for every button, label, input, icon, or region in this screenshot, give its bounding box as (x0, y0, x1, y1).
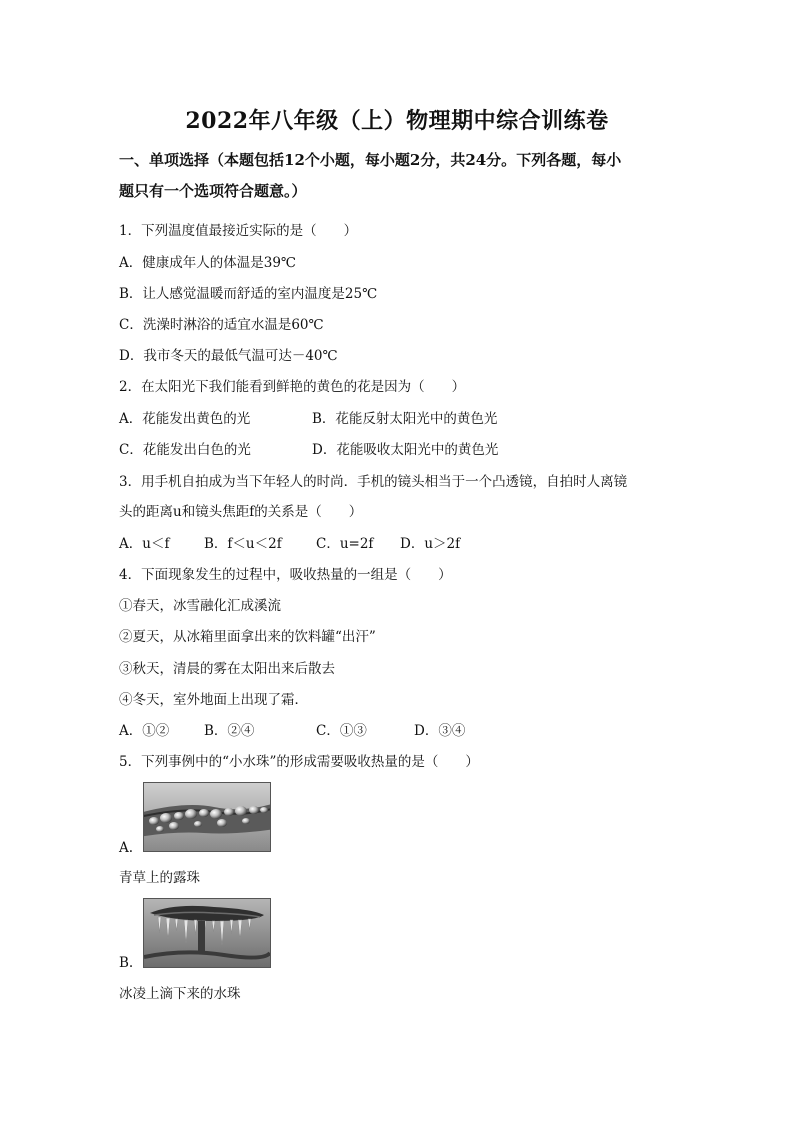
question-3-option-a: A．u＜f (119, 536, 170, 552)
question-4-option-c: C．①③ (316, 723, 367, 739)
section-heading-line-2: 题只有一个选项符合题意。） (119, 182, 307, 200)
question-5-option-b-letter: B. (119, 955, 134, 971)
question-2-option-d: D．花能吸收太阳光中的黄色光 (312, 442, 499, 458)
question-3-stem-line-1: 3．用手机自拍成为当下年轻人的时尚．手机的镜头相当于一个凸透镜，自拍时人离镜 (119, 474, 628, 490)
question-1-stem: 1．下列温度值最接近实际的是（ ） (119, 223, 358, 239)
question-2-option-b: B．花能反射太阳光中的黄色光 (312, 411, 498, 427)
question-5-option-a-letter: A. (119, 840, 134, 856)
question-5-option-a-caption: 青草上的露珠 (119, 870, 200, 886)
question-4-item-2: ②夏天，从冰箱里面拿出来的饮料罐“出汗” (119, 629, 376, 645)
question-1-option-a: A．健康成年人的体温是39℃ (119, 255, 297, 271)
question-3-option-b: B．f＜u＜2f (204, 536, 282, 552)
icicle-image (144, 899, 270, 967)
question-3-stem-line-2: 头的距离u和镜头焦距f的关系是（ ） (119, 504, 363, 520)
dew-drops-image (144, 783, 270, 851)
question-4-option-a: A．①② (119, 723, 170, 739)
exam-title: 2022年八年级（上）物理期中综合训练卷 (185, 108, 609, 134)
question-4-option-d: D．③④ (414, 723, 466, 739)
dew-drops-photo (143, 782, 271, 852)
question-4-item-3: ③秋天，清晨的雾在太阳出来后散去 (119, 661, 335, 677)
question-5-stem: 5．下列事例中的“小水珠”的形成需要吸收热量的是（ ） (119, 754, 479, 770)
icicle-water-drops-photo (143, 898, 271, 968)
section-heading (119, 145, 679, 207)
question-1-option-d: D．我市冬天的最低气温可达－40℃ (119, 348, 338, 364)
question-1-option-b: B．让人感觉温暖而舒适的室内温度是25℃ (119, 286, 378, 302)
question-2-option-a: A．花能发出黄色的光 (119, 411, 251, 427)
question-5-option-b-caption: 冰凌上滴下来的水珠 (119, 986, 241, 1002)
question-2-stem: 2．在太阳光下我们能看到鲜艳的黄色的花是因为（ ） (119, 379, 466, 395)
question-3-option-d: D．u＞2f (400, 536, 461, 552)
question-2-option-c: C．花能发出白色的光 (119, 442, 251, 458)
question-4-item-4: ④冬天，室外地面上出现了霜． (119, 692, 308, 708)
question-4-item-1: ①春天，冰雪融化汇成溪流 (119, 598, 281, 614)
question-3-option-c: C．u=2f (316, 536, 374, 552)
question-4-option-b: B．②④ (204, 723, 255, 739)
question-4-stem: 4．下面现象发生的过程中，吸收热量的一组是（ ） (119, 567, 452, 583)
section-heading-line-1: 一、单项选择（本题包括12个小题，每小题2分，共24分。下列各题，每小 (119, 151, 622, 169)
question-1-option-c: C．洗澡时淋浴的适宜水温是60℃ (119, 317, 324, 333)
